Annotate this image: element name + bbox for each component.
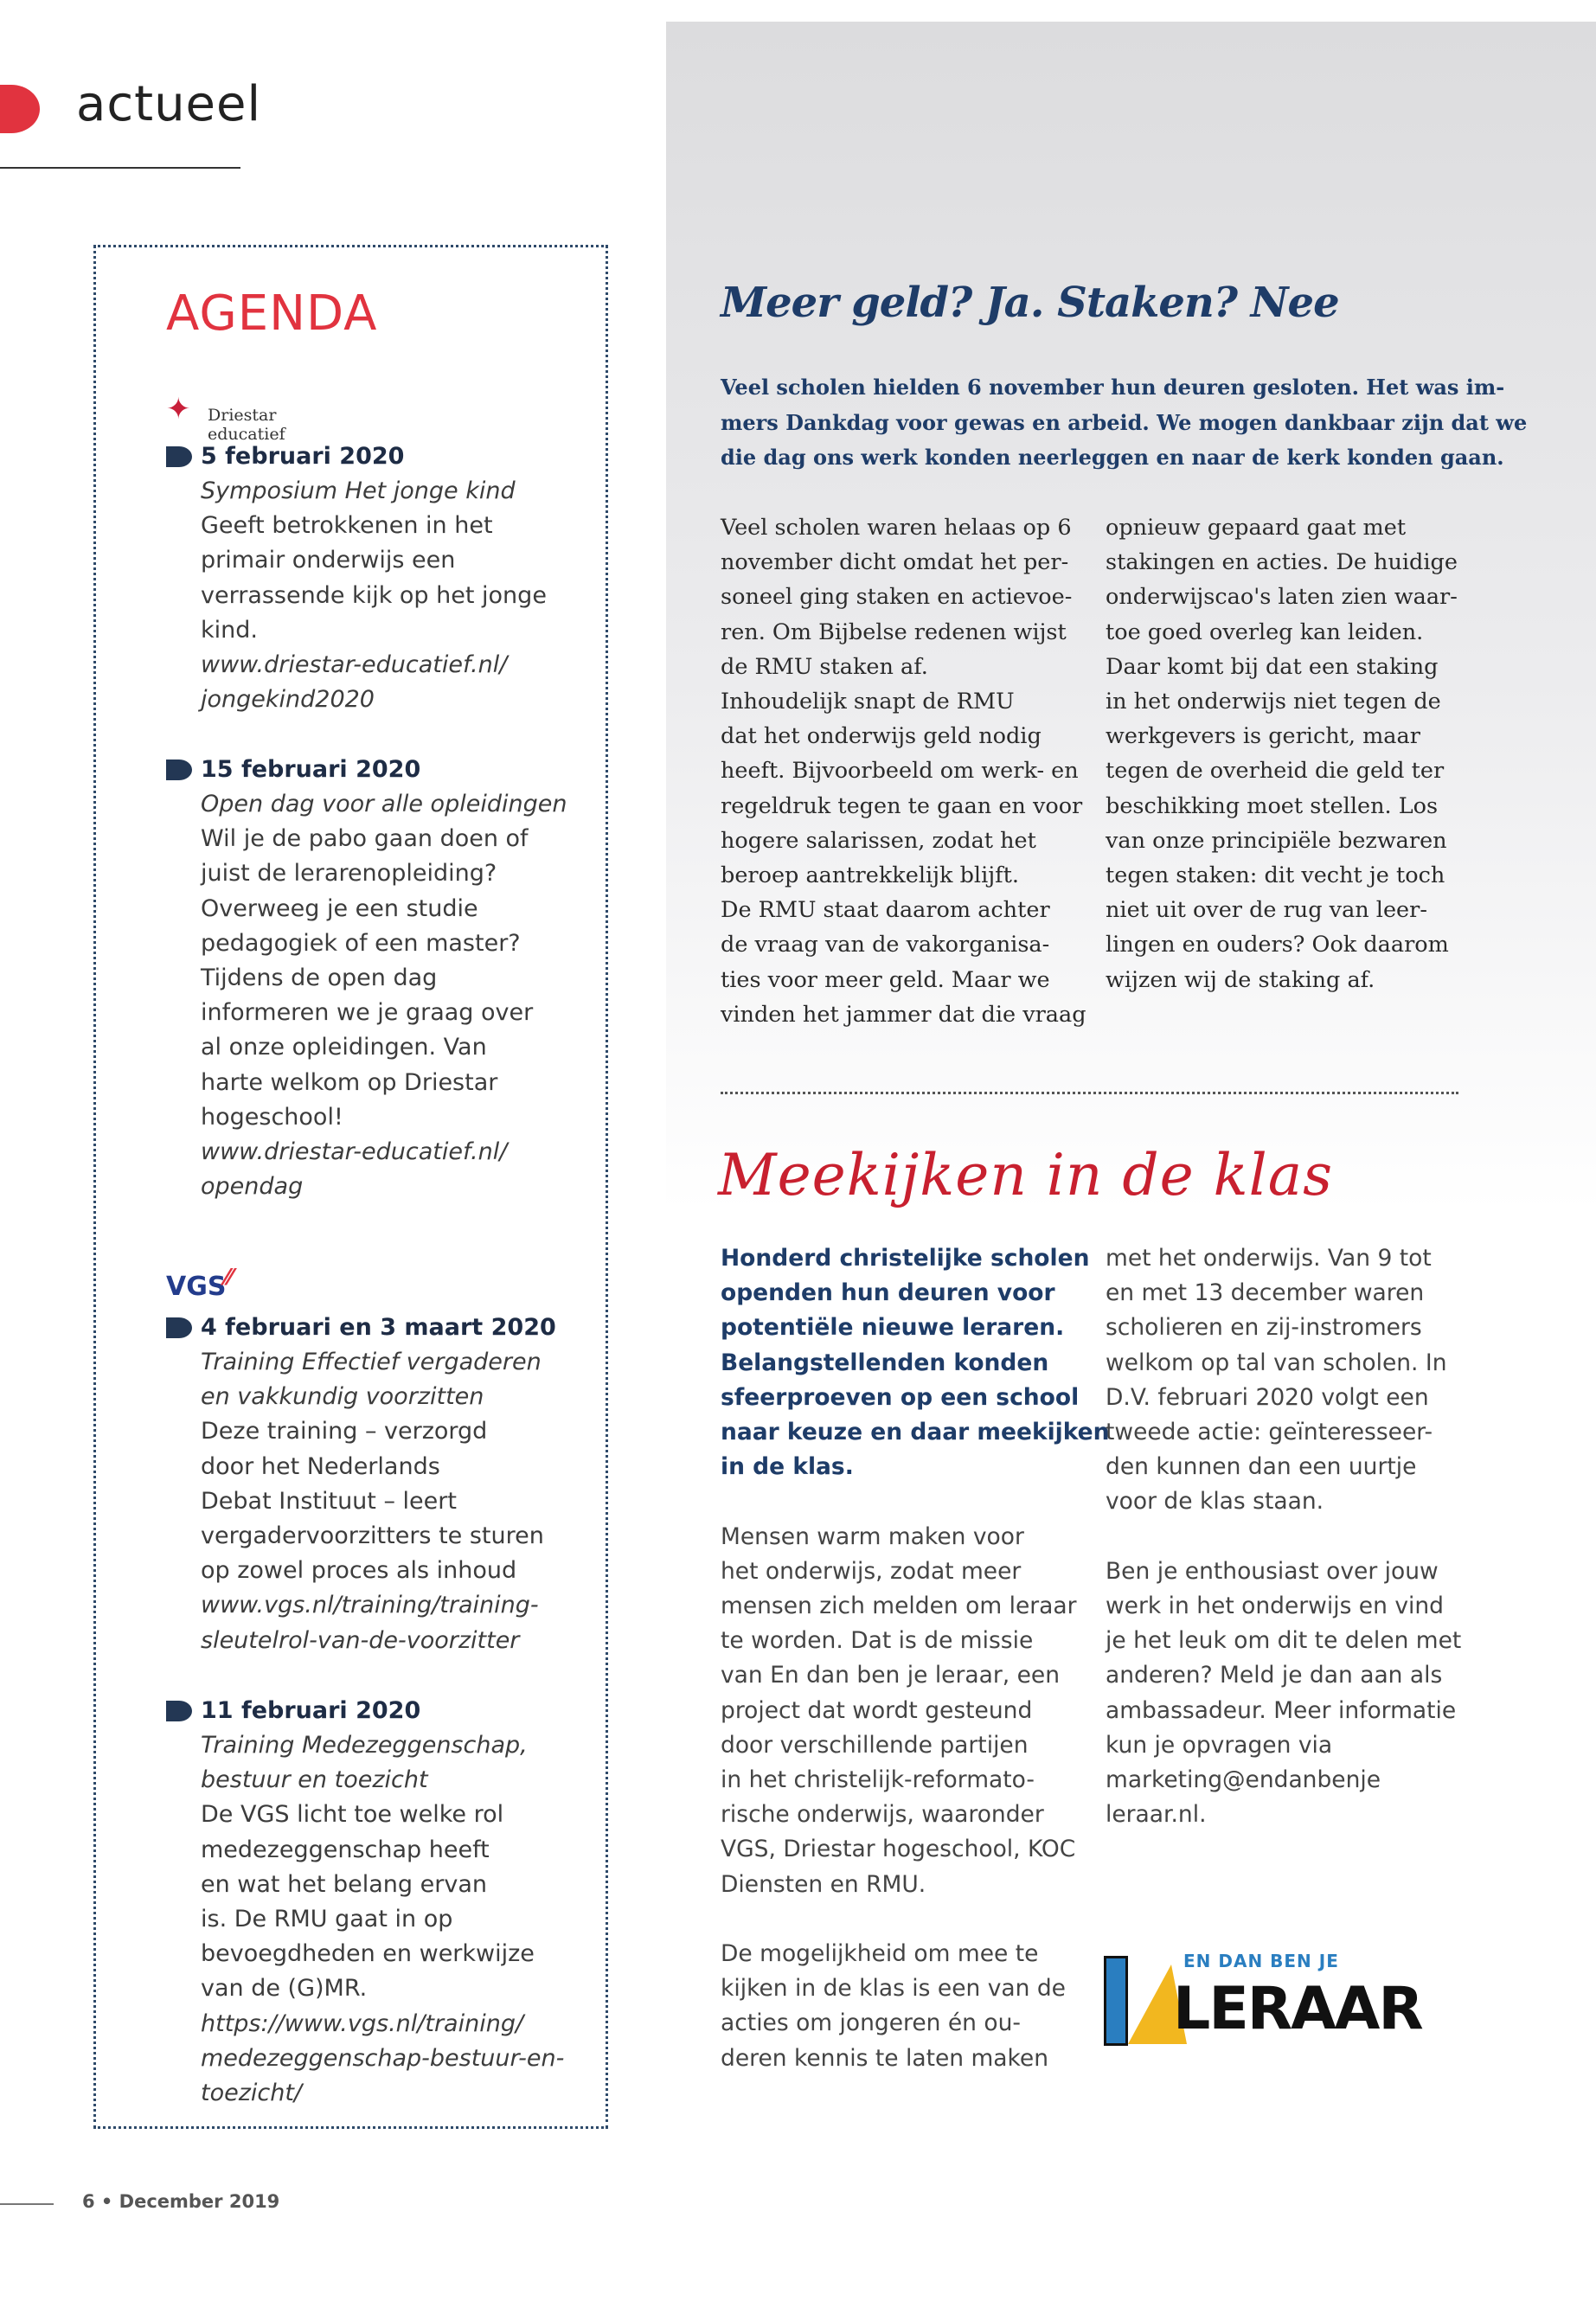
footer-rule — [0, 2203, 54, 2205]
email-link[interactable]: leraar.nl. — [1106, 1801, 1207, 1829]
email-link[interactable]: marketing@endanbenje — [1106, 1766, 1381, 1794]
article-column: Honderd christelijke scholen openden hun deuren voor potentiële nieuwe leraren. Belangstellenden konden sfeerproeven op een school naar keuze en daar meekijken in de klas. Mensen warm maken voor het onderwijs, zodat meer mensen zich melden om leraar te worden. Dat is de missie van En dan ben je leraar, een project dat wordt gesteund door verschillende partijen in het christelijk-reformato- rische onderwijs, waaronder VGS, Driestar hogeschool, KOC Diensten en RMU. De mogelijkheid om mee te kijken in de klas is een van de acties om jongeren én ou- deren kennis te laten maken — [721, 1245, 1110, 2072]
event-link[interactable]: https://www.vgs.nl/training/ — [201, 2009, 524, 2037]
article-column: met het onderwijs. Van 9 tot en met 13 december waren scholieren en zij-instromers welkom op tal van scholen. In D.V. februari 2020 volgt een tweede actie: geïnteresseer- den kunnen dan een uurtje voor de klas staan. Ben je enthousiast over jouw werk in het onderwijs en vind je het leuk om dit te delen met anderen? Meld je dan aan als ambassadeur. Meer informatie kun je opvragen via marketing@endanbenje leraar.nl. — [1106, 1241, 1477, 1832]
event-link[interactable]: www.vgs.nl/training/training- — [201, 1592, 539, 1619]
event-title: Open dag voor alle opleidingen — [201, 791, 567, 817]
event-link[interactable]: opendag — [201, 1173, 304, 1201]
event-title: en vakkundig voorzitten — [201, 1383, 484, 1411]
bullet-icon — [166, 446, 192, 467]
event-date: 15 februari 2020 — [201, 756, 421, 783]
header-rule — [0, 167, 240, 169]
vgs-logo: VGS ⁄⁄ — [166, 1265, 233, 1302]
event-link[interactable]: sleutelrol-van-de-voorzitter — [201, 1626, 520, 1654]
bullet-icon — [166, 760, 192, 780]
article-lead: Veel scholen hielden 6 november hun deuren gesloten. Het was im- mers Dankdag voor gewas en arbeid. We mogen dankbaar zijn dat we die dag ons werk konden neerleggen en naar de kerk konden gaan. — [721, 375, 1528, 470]
event-date: 4 februari en 3 maart 2020 — [201, 1314, 556, 1341]
section-marker — [0, 85, 40, 133]
event-title: bestuur en toezicht — [201, 1766, 428, 1794]
vgs-slash-icon: ⁄⁄ — [225, 1265, 233, 1291]
bullet-icon — [166, 1701, 192, 1721]
event-link[interactable]: www.driestar-educatief.nl/ — [201, 1138, 508, 1166]
article-heading: Meekijken in de klas — [718, 1142, 1334, 1208]
event-date: 11 februari 2020 — [201, 1697, 421, 1724]
agenda-title: AGENDA — [166, 285, 378, 342]
page-footer: 6 • December 2019 — [82, 2191, 280, 2212]
event-title: Training Effectief vergaderen — [201, 1349, 542, 1375]
event-link[interactable]: medezeggenschap-bestuur-en- — [201, 2044, 565, 2072]
event-date: 5 februari 2020 — [201, 443, 405, 470]
driestar-logo: ✦ Driestar educatief — [166, 392, 285, 444]
event-link[interactable]: jongekind2020 — [201, 686, 375, 714]
event-link[interactable]: www.driestar-educatief.nl/ — [201, 651, 508, 679]
driestar-star-icon: ✦ — [166, 392, 191, 426]
section-title: actueel — [76, 76, 262, 132]
article-divider — [721, 1092, 1458, 1094]
event-link[interactable]: toezicht/ — [201, 2080, 303, 2107]
en-dan-ben-je-leraar-logo: EN DAN BEN JE LERAAR — [1104, 1949, 1450, 2048]
article-column: Veel scholen waren helaas op 6 november dicht omdat het per- soneel ging staken en actievoe- ren. Om Bijbelse redenen wijst de RMU staken af. Inhoudelijk snapt de RMU dat het onderwijs geld nodig heeft. Bijvoorbeeld om werk- en regeldruk tegen te gaan en voor hogere salarissen, zodat het beroep aantrekkelijk blijft. De RMU staat daarom achter de vraag van de vakorganisa- ties voor meer geld. Maar we vinden het jammer dat die vraag — [721, 515, 1086, 1028]
ruler-icon — [1104, 1956, 1128, 2046]
article-column: opnieuw gepaard gaat met stakingen en acties. De huidige onderwijscao's laten zien waar- toe goed overleg kan leiden. Daar komt bij dat een staking in het onderwijs niet tegen de werkgevers is gericht, maar tegen de overheid die geld ter beschikking moet stellen. Los van onze principiële bezwaren tegen staken: dit vecht je toch niet uit over de rug van leer- lingen en ouders? Ook daarom wijzen wij de staking af. — [1106, 515, 1458, 993]
bullet-icon — [166, 1317, 192, 1338]
event-title: Symposium Het jonge kind — [201, 478, 516, 504]
article-heading: Meer geld? Ja. Staken? Nee — [721, 279, 1339, 327]
event-title: Training Medezeggenschap, — [201, 1732, 528, 1759]
